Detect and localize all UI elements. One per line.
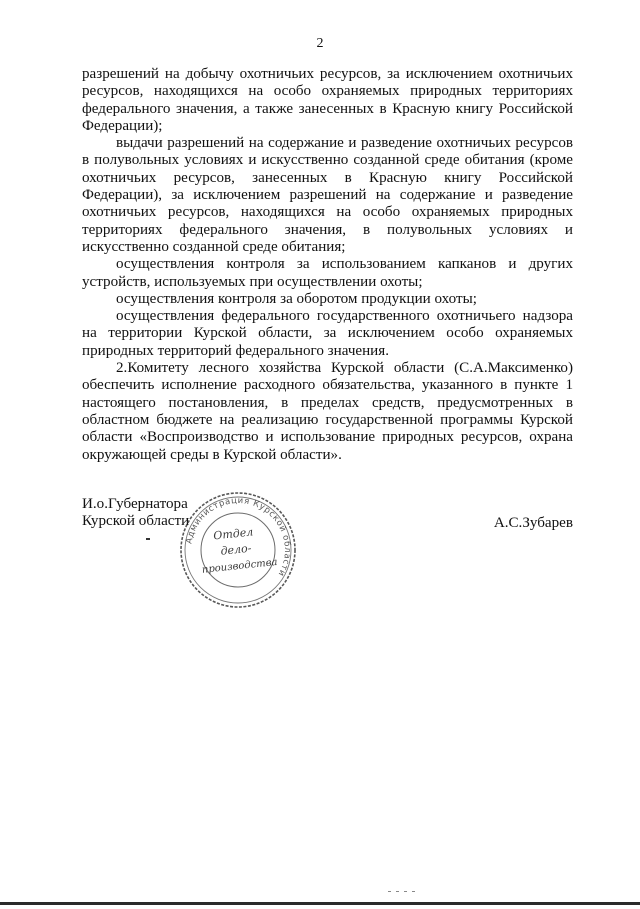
document-body [82,66,573,464]
signatory-name: А.С.Зубарев [493,515,573,531]
paragraph-federal-supervision: осуществления федерального государственного охотничьего надзора на территории Курской области, за исключением особо охраняемых природных территорий федерального значения. [82,308,573,359]
paragraph-products-control: осуществления контроля за оборотом продукции охоты; [116,290,477,307]
paragraph-permits-keeping: выдачи разрешений на содержание и разведение охотничьих ресурсов в полувольных условиях и искусственно созданной среде обитания (кроме охотничьих ресурсов, занесенных в Красную книгу Российской Федерации), за исключением разрешений на содержание и разведение охотничьих ресурсов, находящихся на особо охраняемых природных территориях федерального значения, в полувольных условиях и искусственно созданной среде обитания; [82,135,573,255]
scan-artifact [388,891,438,894]
signatory-position-line2: Курской области [82,513,190,530]
signatory-position-line1: И.о.Губернатора [82,496,188,512]
seal-ring-text: Администрация Курской области [184,495,293,579]
page-number: 2 [316,36,324,51]
seal-graphic [178,490,298,610]
pen-mark [146,538,150,540]
seal-center-line2: дело- [219,541,252,558]
signatory-position [82,496,189,531]
seal-center-line1: Отдел [212,525,254,543]
signature-block [82,496,573,616]
paragraph-committee-order: 2.Комитету лесного хозяйства Курской области (С.А.Максименко) обеспечить исполнение расходного обязательства, указанного в пункте 1 настоящего постановления, в пределах средств, предусмотренных в областном бюджете на реализацию государственной программы Курской области «Воспроизводство и использование природных ресурсов, охрана окружающей среды в Курской области». [82,360,573,463]
paragraph-continuation: разрешений на добычу охотничьих ресурсов, за исключением охотничьих ресурсов, находящихся на особо охраняемых природных территориях федерального значения, а также занесенных в Красную книгу Российской Федерации); [82,66,573,134]
seal-center-line3: производства [201,556,278,576]
official-seal [178,490,298,610]
paragraph-traps-control: осуществления контроля за использованием капканов и других устройств, используемых при осуществлении охоты; [82,256,573,290]
